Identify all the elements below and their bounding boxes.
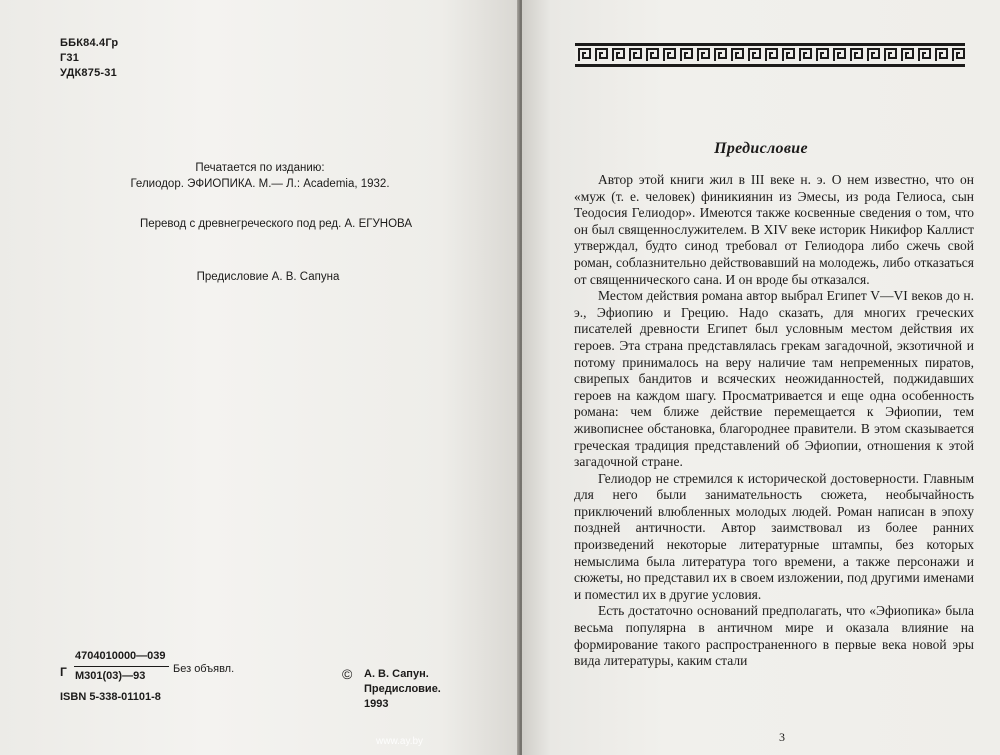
biblio-codes [60,36,118,81]
watermark: www.ay.by [376,736,424,747]
print-source [0,160,520,192]
paragraph: Местом действия романа автор выбрал Египет V—VI веков до н. э., Эфиопию и Грецию. Надо сказать, для многих греческих писателей древности Египет был условным местом действия их героев. Эта страна представлялась грекам загадочной, экзотичной и потому принималось на веру наличие там непременных пиратов, свирепых бандитов и всяческих неожиданностей, поджидавших героев на каждом шагу. Просматривается и еще одна особенность романа: чем ближе действие перемещается к Эфиопии, тем живописнее обстановка, благороднее правители. В этом сказывается греческая традиция представлений об Эфиопии, отношения к этой загадочной стране. [574,288,974,470]
copyright-block [342,667,441,712]
copyright-icon: © [342,666,353,682]
preface-heading: Предисловие [714,140,808,157]
copyright-author: А. В. Сапун. [364,668,429,680]
translation-credit: Перевод с древнегреческого под ред. А. ЕГУНОВА [139,218,412,230]
code-letter: Г [60,665,67,679]
code-note: Без объявл. [173,663,235,675]
g-code: Г31 [60,52,80,64]
paragraph: Есть достаточно оснований предполагать, что «Эфиопика» была весьма популярна в античном мире и оказала влияние на формирование такого распространенного в первые века новой эры вида литературы, каким стали [574,603,974,669]
greek-key-border-icon [575,43,965,67]
page-number: 3 [779,730,785,744]
print-source-edition: Гелиодор. ЭФИОПИКА. М.— Л.: Academia, 1932. [130,178,390,190]
preface-credit: Предисловие А. В. Сапуна [196,271,340,283]
print-source-label: Печатается по изданию: [195,162,325,174]
copyright-work: Предисловие. [364,683,441,695]
right-page [522,0,1000,755]
paragraph: Автор этой книги жил в III веке н. э. О нем известно, что он «муж (т. е. человек) финикиянин из Эмесы, из рода Гелиоса, сын Теодосия Гелиодор». Имеются также косвенные сведения о том, что он был священнослужителем. В XIV веке историк Никифор Каллист утверждал, будто синод требовал от Гелиодора либо сжечь свой роман, соблазнительно действовавший на молодежь, либо отказаться от священнического сана. И он вроде бы отказался. [574,172,974,287]
copyright-year: 1993 [364,698,389,710]
paragraph: Гелиодор не стремился к исторической достоверности. Главным для него были занимательность сюжета, необычайность приключений влюбленных молодых людей. Роман написан в эпоху поздней античности. Автор заимствовал из более ранних произведений некоторые литературные штампы, без которых немыслима была литература того времени, а также персонажи и сюжеты, но представил их в своем изложении, под другими именами и поместил их в другие условия. [574,470,974,602]
preface-body [574,172,974,670]
fraction-line [74,666,169,667]
udk-code: УДК875-31 [60,67,117,79]
bbk-code: ББК84.4Гр [60,37,119,49]
code-numerator: 4704010000—039 [75,650,166,662]
isbn: ISBN 5-338-01101-8 [60,691,161,703]
code-denominator: М301(03)—93 [75,670,146,682]
